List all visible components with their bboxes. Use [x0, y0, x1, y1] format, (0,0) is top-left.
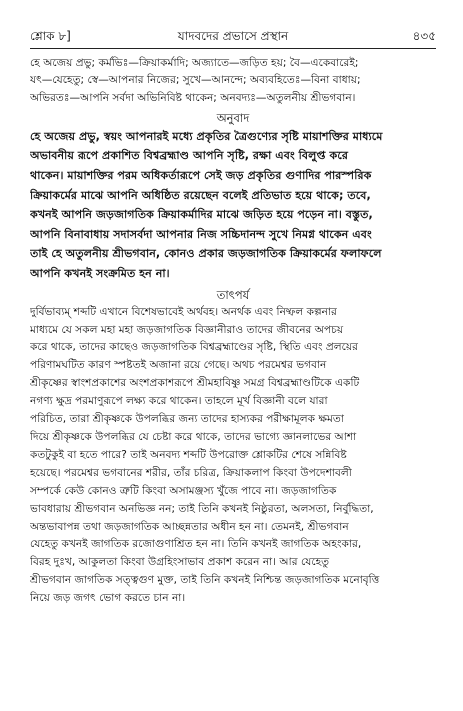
purport-line: যেহেতু কখনই জাগতিক রজোগুণাশ্রিত হন না। তিনি কখনই জাগতিক অহংকার, — [30, 538, 362, 551]
purport-line: শ্রীকৃষ্ণের স্বাংশপ্রকাশের অংশপ্রকাশরূপে শ্রীমহাবিষ্ণু সমগ্র বিশ্বব্রহ্মাণ্ডটিকে একটি — [30, 377, 360, 390]
purport-text — [30, 304, 436, 608]
purport-line: কতটুকুই বা হতে পারে? তাই অনবদ্য শব্দটি উপরোক্ত শ্লোকটির শেষে সন্নিবিষ্ট — [30, 448, 347, 461]
purport-line: নগণ্য ক্ষুদ্র পরমাণুরূপে লক্ষ্য করে থাকেন। তাহলে মূর্খ বিজ্ঞানী বলে যারা — [30, 395, 328, 408]
translation-line: ক্রিয়াকর্মের মাঝে আপনি অধিষ্ঠিত রয়েছেন বলেই প্রতিভাত হয়ে থাকে; তবে, — [30, 188, 371, 202]
purport-line: নিয়ে জড় জগৎ ভোগ করতে চান না। — [30, 592, 186, 605]
purport-line: দুর্বিভাব্যম্ শব্দটি এখানে বিশেষভাবেই অর্থবহ। অনর্থক এবং নিষ্ফল কল্পনার — [30, 305, 337, 318]
translation-line: থাকেন। মায়াশক্তির পরম অধিকর্তারূপে সেই জড় প্রকৃতির গুণাদির পারস্পরিক — [30, 169, 372, 183]
purport-line: পরিচিত, তারা শ্রীকৃষ্ণকে উপলব্ধির জন্য তাদের হাস্যকর পরীক্ষামূলক ক্ষমতা — [30, 413, 344, 426]
chapter-title: যাদবদের প্রভাসে প্রস্থান — [177, 29, 289, 43]
purport-line: বিরহ দুঃখ, আকুলতা কিংবা উগ্রহিংসাভাব প্রকাশ করেন না। আর যেহেতু — [30, 556, 330, 569]
translation-line: তাই হে অতুলনীয় শ্রীভগবান, কোনও প্রকার জড়জাগতিক ক্রিয়াকর্মের ফলাফলে — [30, 247, 382, 261]
translation-text — [30, 127, 436, 284]
translation-line: আপনি কখনই সংক্রমিত হন না। — [30, 267, 170, 281]
purport-line: পরিণামঘটিত কারণ স্পষ্টতই অজানা রয়ে গেছে। অথচ পরমেশ্বর ভগবান — [30, 359, 327, 372]
synonyms-line: হে অজেয় প্রভু; কর্মভিঃ—ক্রিয়াকর্মাদি; অজ্যাতে—জড়িত হয়; বৈ—একেবারেই; — [30, 57, 359, 69]
purport-heading: তাৎপর্য — [216, 287, 250, 302]
purport-line: মাধ্যমে যে সকল মহা মহা জড়জাগতিক বিজ্ঞানীরাও তাদের জীবনের অপচয় — [30, 323, 344, 336]
purport-line: শ্রীভগবান জাগতিক সত্ত্বগুণ মুক্ত, তাই তিনি কখনই নিশ্চিন্ত জড়জাগতিক মনোবৃত্তি — [30, 574, 380, 587]
translation-line: আপনি বিনাবাধায় সদাসর্বদা আপনার নিজ সচ্চিদানন্দ সুখে নিমগ্ন থাকেন এবং — [30, 227, 372, 241]
synonyms-line: যৎ—যেহেতু; স্বে—আপনার নিজের; সুখে—আনন্দে; অব্যবহিতেঃ—বিনা বাধায়; — [30, 74, 361, 87]
purport-line: করে থাকে, তাদের কাছেও জড়জাগতিক বিশ্বব্রহ্মাণ্ডের সৃষ্টি, স্থিতি এবং প্রলয়ের — [30, 341, 358, 354]
header-rule — [30, 48, 436, 49]
purport-line: ভাবধারায় শ্রীভগবান অনভিজ্ঞ নন; তাই তিনি কখনই নিষ্ঠুরতা, অলসতা, নির্বুদ্ধিতা, — [30, 502, 374, 515]
translation-heading: অনুবাদ — [216, 110, 250, 125]
purport-line: অন্তভাবাপন্ন তথা জড়জাগতিক আচ্ছন্নতার অধীন হন না। তেমনই, শ্রীভগবান — [30, 520, 349, 533]
synonyms-line: অভিরতঃ—আপনি সর্বদা অভিনিবিষ্ট থাকেন; অনবদ্যঃ—অতুলনীয় শ্রীভগবান। — [30, 91, 356, 104]
translation-line: অভাবনীয় রূপে প্রকাশিত বিশ্বব্রহ্মাণ্ড আপনি সৃষ্টি, রক্ষা এবং বিলুপ্ত করে — [30, 149, 349, 163]
synonyms-section — [30, 55, 436, 107]
page-header — [30, 28, 436, 46]
purport-line: সম্পর্কে কেউ কোনও ত্রুটি কিংবা অসামঞ্জস্য খুঁজে পাবে না। জড়জাগতিক — [30, 484, 337, 497]
translation-line: কখনই আপনি জড়জাগতিক ক্রিয়াকর্মাদির মাঝে জড়িত হয়ে পড়েন না। বস্তুত, — [30, 208, 373, 222]
translation-line: হে অজেয় প্রভু, স্বয়ং আপনারই মধ্যে প্রকৃতির ত্রৈগুণ্যের সৃষ্টি মায়াশক্তির মাধ্যমে — [30, 129, 383, 143]
purport-line: হয়েছে। পরমেশ্বর ভগবানের শরীর, তাঁর চরিত্র, ক্রিয়াকলাপ কিংবা উপদেশাবলী — [30, 466, 352, 479]
verse-reference: শ্লোক ৮] — [30, 29, 71, 43]
purport-line: দিয়ে শ্রীকৃষ্ণকে উপলব্ধির যে চেষ্টা করে থাকে, তাদের ভাগ্যে জ্ঞানলাভের আশা — [30, 430, 357, 443]
page-number: ৪৩৫ — [412, 29, 436, 43]
